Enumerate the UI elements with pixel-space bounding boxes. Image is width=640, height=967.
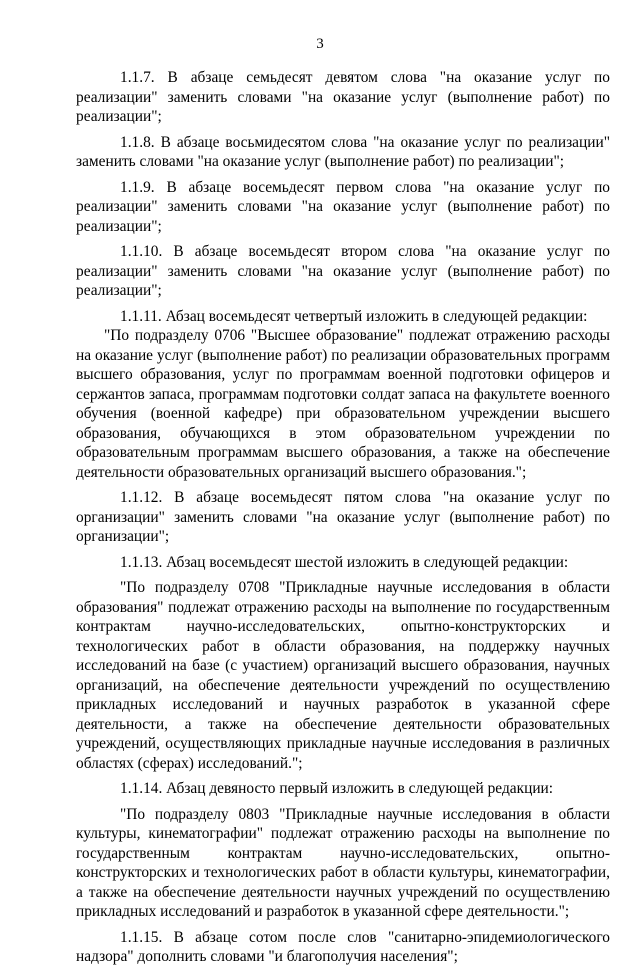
paragraph-1-1-8: 1.1.8. В абзаце восьмидесятом слова "на оказание услуг по реализации" заменить словами "на оказание услуг (выполнение работ) по реализации"; [76,133,610,170]
quoted-paragraph-0708: "По подразделу 0708 "Прикладные научные исследования в области образования" подлежат отражению расходы на выполнение по государственным контрактам научно-исследовательских, опытно-конструкторских и технологических работ в области образования, на поддержку научных исследований на базе (с участием) организаций высшего образования, научных организаций, на обеспечение деятельности учреждений по осуществлению прикладных исследований и научных разработок в указанной сфере деятельности, а также на обеспечение деятельности образовательных учреждений, осуществляющих прикладные научные исследования в различных областях (сферах) исследований."; [76,579,610,772]
paragraph-1-1-14: 1.1.14. Абзац девяносто первый изложить в следующей редакции: [120,780,554,797]
paragraph-1-1-7: 1.1.7. В абзаце семьдесят девятом слова "на оказание услуг по реализации" заменить словами "на оказание услуг (выполнение работ) по реализации"; [76,69,610,125]
page-number: 3 [316,36,324,52]
quoted-paragraph-0706: "По подразделу 0706 "Высшее образование" подлежат отражению расходы на оказание услуг (выполнение работ) по реализации образовательных программ высшего образования, услуг по программам военной подготовки офицеров и сержантов запаса, программам подготовки солдат запаса на факультете военного обучения (военной кафедре) при образовательном учреждении высшего образования, обучающихся в этом образовательном учреждении по образовательным программам высшего образования, а также на обеспечение деятельности образовательных организаций высшего образования."; [76,327,610,481]
paragraph-1-1-13: 1.1.13. Абзац восемьдесят шестой изложить в следующей редакции: [120,553,569,571]
paragraph-1-1-10: 1.1.10. В абзаце восемьдесят втором слова "на оказание услуг по реализации" заменить словами "на оказание услуг (выполнение работ) по реализации"; [76,243,610,299]
document-body [76,68,610,967]
paragraph-1-1-11: 1.1.11. Абзац восемьдесят четвертый изложить в следующей редакции: [120,307,588,325]
paragraph-1-1-12: 1.1.12. В абзаце восемьдесят пятом слова "на оказание услуг по организации" заменить словами "на оказание услуг (выполнение работ) по организации"; [76,489,610,545]
paragraph-1-1-15: 1.1.15. В абзаце сотом после слов "санитарно-эпидемиологического надзора" дополнить словами "и благополучия населения"; [76,928,610,965]
quoted-paragraph-0803: "По подразделу 0803 "Прикладные научные исследования в области культуры, кинематографии" подлежат отражению расходы на выполнение по государственным контрактам научно-исследовательских, опытно-конструкторских и технологических работ в области культуры, кинематографии, а также на обеспечение деятельности научных учреждений по осуществлению прикладных исследований и разработок в указанной сфере деятельности."; [76,805,610,920]
paragraph-1-1-9: 1.1.9. В абзаце восемьдесят первом слова "на оказание услуг по реализации" заменить словами "на оказание услуг (выполнение работ) по реализации"; [76,178,610,235]
